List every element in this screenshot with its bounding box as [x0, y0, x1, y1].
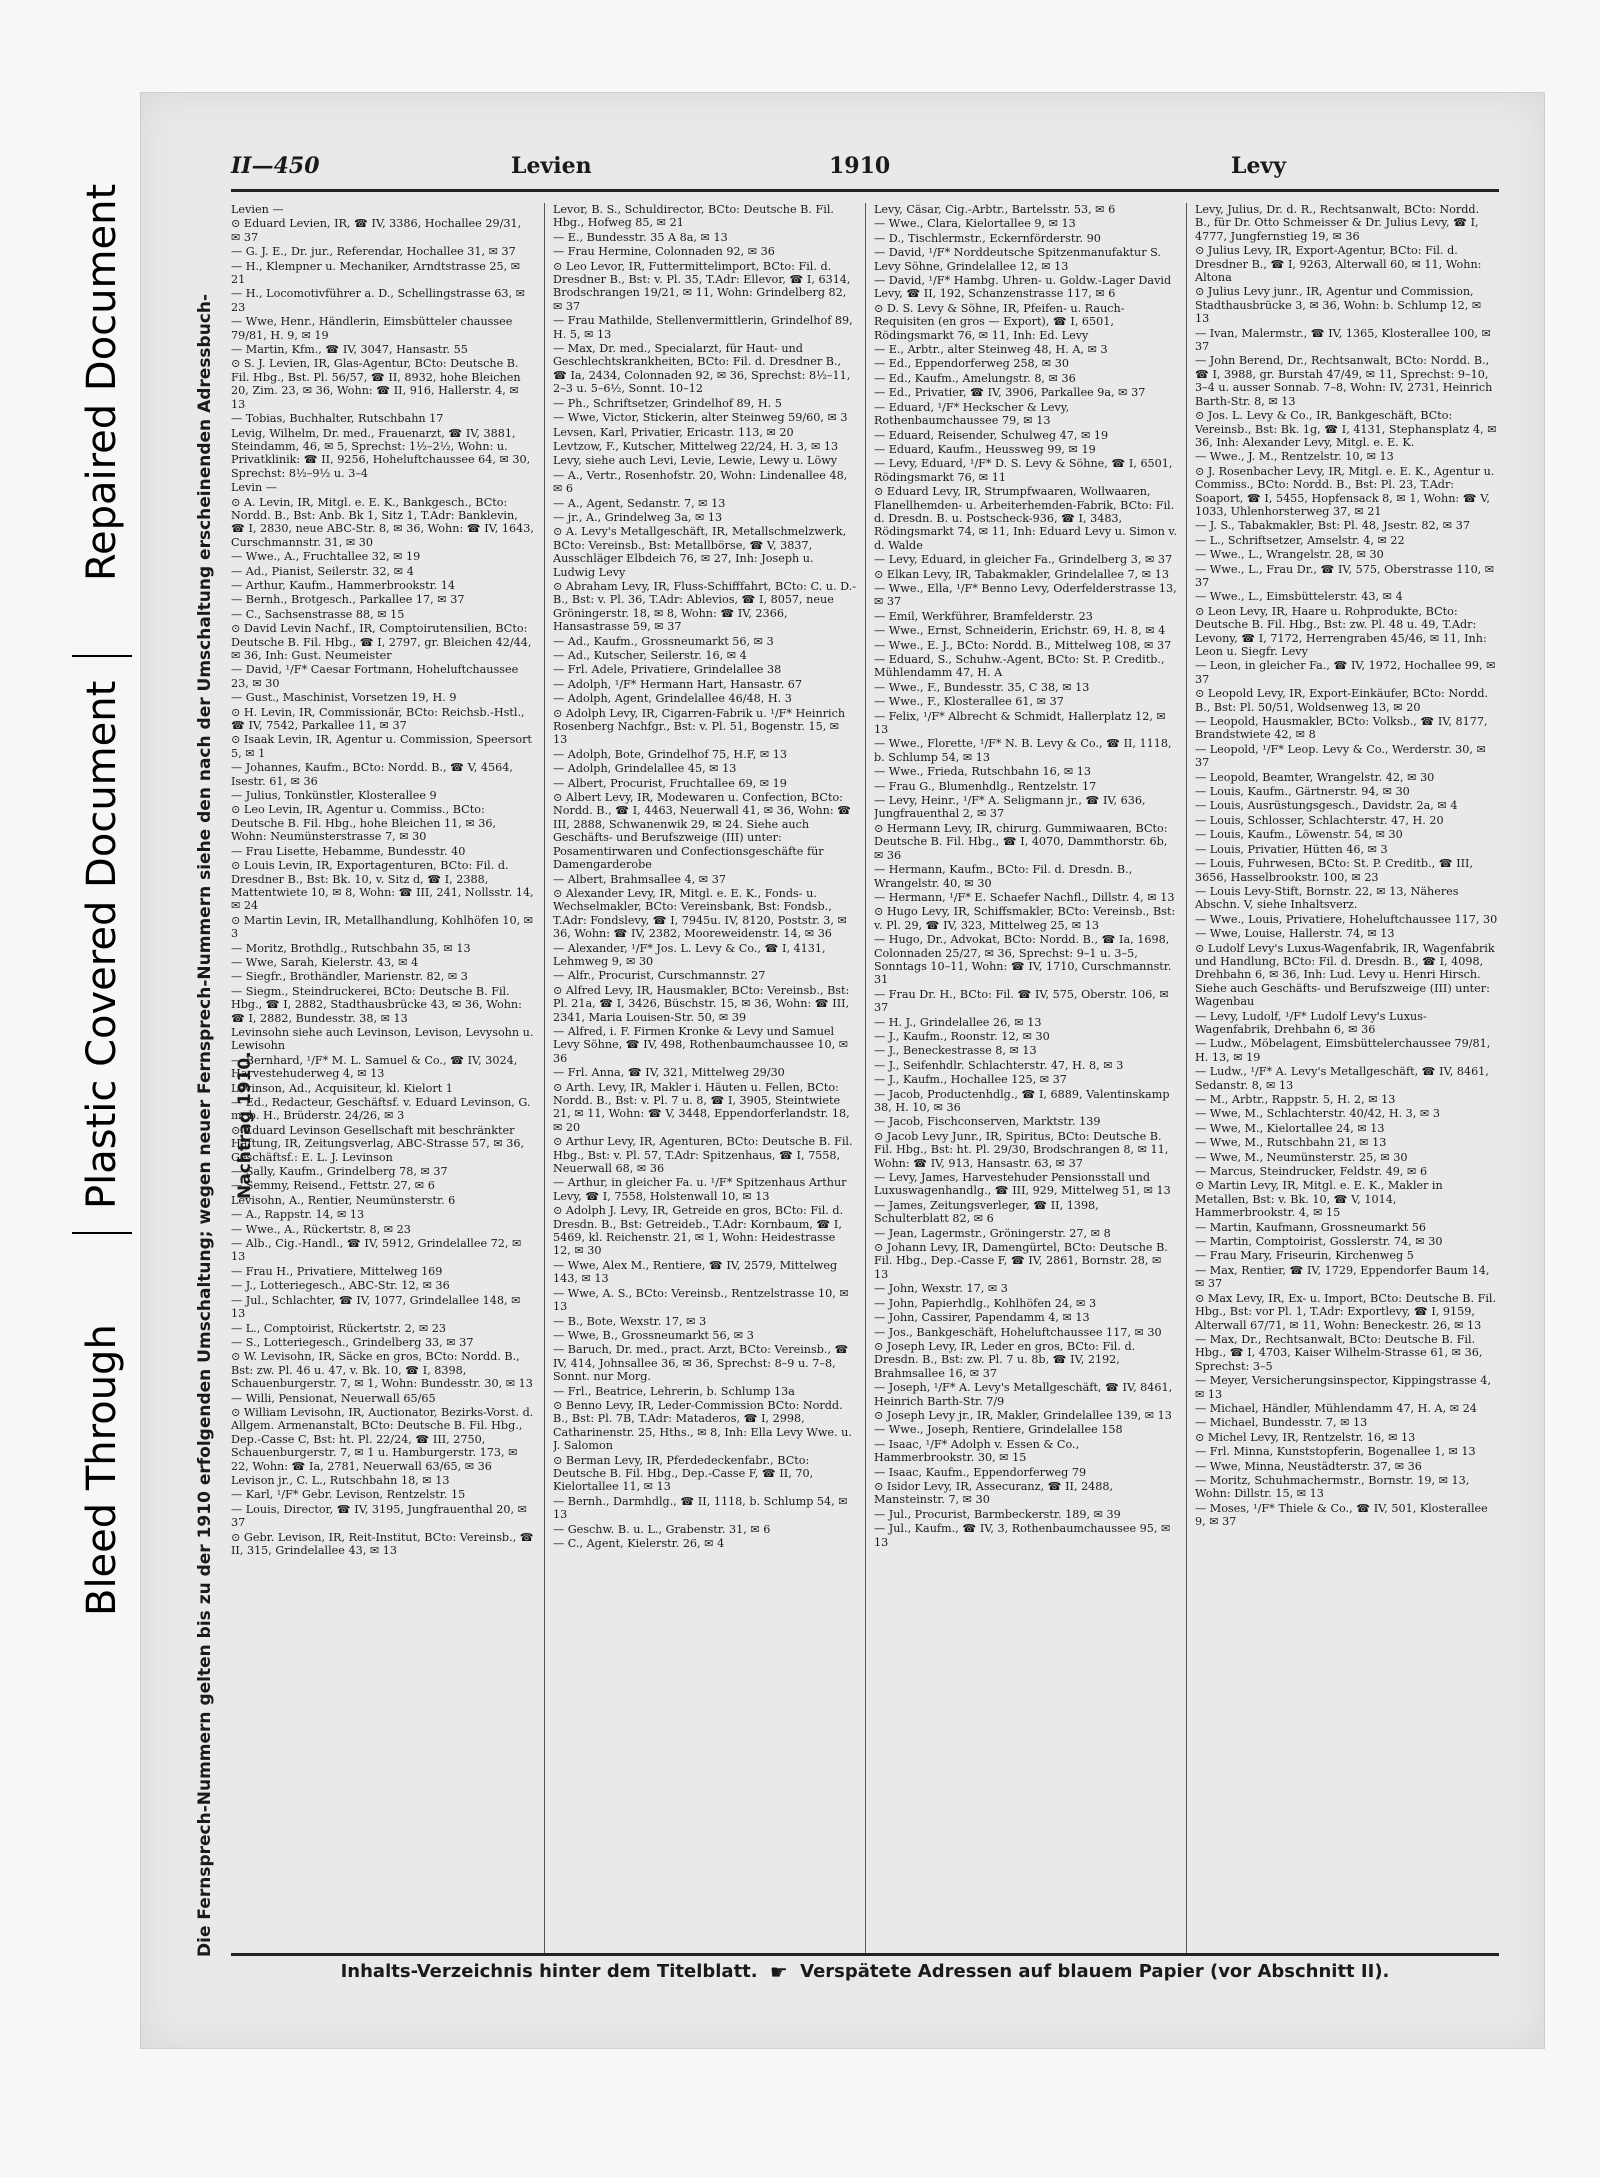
directory-entry: — Adolph, Agent, Grindelallee 46/48, H. 3 [553, 692, 792, 706]
directory-entry: — Frau Dr. H., BCto: Fil. ☎ IV, 575, Oberstr. 106, ✉ 37 [874, 987, 1169, 1015]
directory-entry: — Geschw. B. u. L., Grabenstr. 31, ✉ 6 [553, 1522, 771, 1536]
directory-entry: — Wwe., E. J., BCto: Nordd. B., Mittelweg 108, ✉ 37 [874, 638, 1172, 652]
directory-entry: — Willi, Pensionat, Neuerwall 65/65 [231, 1391, 436, 1405]
directory-entry: — Levy, Eduard, in gleicher Fa., Grindelberg 3, ✉ 37 [874, 553, 1173, 567]
directory-entry: — Louis, Privatier, Hütten 46, ✉ 3 [1195, 842, 1388, 856]
directory-entry: Levy, siehe auch Levi, Levie, Lewie, Lewy u. Löwy [553, 454, 838, 468]
directory-entry: ⊙ D. S. Levy & Söhne, IR, Pfeifen- u. Rauch-Requisiten (en gros — Export), ☎ I, 6501, Rödingsmarkt 76, ✉ 11, Inh: Ed. Levy [874, 301, 1125, 342]
directory-entry: ⊙ Leopold Levy, IR, Export-Einkäufer, BCto: Nordd. B., Bst: Pl. 50/51, Woldsenweg 13, ✉ 20 [1195, 687, 1489, 714]
directory-entry: ⊙ Hugo Levy, IR, Schiffsmakler, BCto: Vereinsb., Bst: v. Pl. 29, ☎ IV, 323, Mittelweg 25, ✉ 13 [874, 905, 1176, 932]
directory-entry: — Ed., Kaufm., Amelungstr. 8, ✉ 36 [874, 371, 1076, 385]
directory-entry: — Jul., Kaufm., ☎ IV, 3, Rothenbaumchaussee 95, ✉ 13 [874, 1522, 1171, 1549]
directory-entry: — Arthur, in gleicher Fa. u. ¹/F* Spitzenhaus Arthur Levy, ☎ I, 7558, Holstenwall 10, ✉ 13 [553, 1176, 847, 1203]
directory-entry: — Michael, Händler, Mühlendamm 47, H. A, ✉ 24 [1195, 1401, 1477, 1415]
directory-entry: — Frau Mathilde, Stellenvermittlerin, Grindelhof 89, H. 5, ✉ 13 [553, 314, 853, 341]
directory-entry: — Louis, Fuhrwesen, BCto: St. P. Creditb., ☎ III, 3656, Hasselbrookstr. 100, ✉ 23 [1195, 857, 1474, 884]
directory-entry: — Alb., Cig.-Handl., ☎ IV, 5912, Grindelallee 72, ✉ 13 [231, 1237, 522, 1264]
directory-entry: ⊙ J. Rosenbacher Levy, IR, Mitgl. e. E. K., Agentur u. Commiss., BCto: Nordd. B., Bst: Pl. 23, T.Adr: Soaport, ☎ I, 5455, Hopfensack 8, ✉ 1, Wohn: ☎ V, 1033, Uhlenhorsterweg 37, ✉ 21 [1195, 464, 1495, 518]
directory-entry: — Wwe, Victor, Stickerin, alter Steinweg 59/60, ✉ 3 [553, 411, 848, 425]
footer-rule [231, 1953, 1499, 1956]
directory-entry: Levy, Julius, Dr. d. R., Rechtsanwalt, BCto: Nordd. B., für Dr. Otto Schmeisser & Dr. Julius Levy, ☎ I, 4777, Jungfernstieg 19, ✉ 36 [1195, 203, 1480, 243]
directory-entry: ⊙ Julius Levy junr., IR, Agentur und Commission, Stadthausbrücke 3, ✉ 36, Wohn: b. Schlump 12, ✉ 13 [1195, 285, 1482, 326]
directory-entry: — Martin, Kaufmann, Grossneumarkt 56 [1195, 1220, 1427, 1234]
directory-entry: ⊙ Michel Levy, IR, Rentzelstr. 16, ✉ 13 [1195, 1430, 1416, 1444]
directory-entry: — Meyer, Versicherungsinspector, Kippingstrasse 4, ✉ 13 [1195, 1374, 1491, 1401]
directory-entry: — Levy, Heinr., ¹/F* A. Seligmann jr., ☎ IV, 636, Jungfrauenthal 2, ✉ 37 [874, 794, 1146, 821]
directory-entry: — Bernh., Darmhdlg., ☎ II, 1118, b. Schlump 54, ✉ 13 [553, 1494, 848, 1522]
sidebar-divider [72, 1232, 132, 1234]
directory-entry: ⊙ Albert Levy, IR, Modewaren u. Confection, BCto: Nordd. B., ☎ I, 4463, Neuerwall 41, ✉ 36, Wohn: ☎ III, 2888, Schwanenwik 29, ✉ 24. Siehe auch Geschäfts- und Berufszweige (III) unter: Posamentirwaren und Confectionsgeschäfte für Damengarderobe [553, 791, 852, 872]
directory-entry: — Leon, in gleicher Fa., ☎ IV, 1972, Hochallee 99, ✉ 37 [1195, 659, 1496, 686]
directory-entry: — John, Wexstr. 17, ✉ 3 [874, 1282, 1008, 1296]
directory-entry: Levig, Wilhelm, Dr. med., Frauenarzt, ☎ IV, 3881, Steindamm, 46, ✉ 5, Sprechst: 1½–2½, Wohn: u. Privatklinik: ☎ II, 9256, Hoheluftchaussee 64, ✉ 30, Sprechst: 8½–9½ u. 3–4 [231, 426, 531, 480]
directory-entry: — Jul., Schlachter, ☎ IV, 1077, Grindelallee 148, ✉ 13 [231, 1293, 521, 1321]
directory-entry: — J., Lotteriegesch., ABC-Str. 12, ✉ 36 [231, 1279, 450, 1293]
directory-entry: — Hermann, ¹/F* E. Schaefer Nachfl., Dillstr. 4, ✉ 13 [874, 890, 1175, 904]
directory-entry: ⊙ Jos. L. Levy & Co., IR, Bankgeschäft, BCto: Vereinsb., Bst: Bk. 1g, ☎ I, 4131, Stephansplatz 4, ✉ 36, Inh: Alexander Levy, Mitgl. e. E. K. [1195, 409, 1497, 449]
page-footer [231, 1960, 1499, 1986]
directory-entry: — Wwe., A., Fruchtallee 32, ✉ 19 [231, 550, 421, 564]
directory-entry: — Frl. Minna, Kunststopferin, Bogenallee 1, ✉ 13 [1195, 1445, 1476, 1459]
directory-entry: — Jacob, Fischconserven, Marktstr. 139 [874, 1115, 1101, 1129]
directory-entry: — Frl. Adele, Privatiere, Grindelallee 38 [553, 663, 782, 677]
directory-entry: — Felix, ¹/F* Albrecht & Schmidt, Hallerplatz 12, ✉ 13 [874, 709, 1166, 737]
page-header [231, 153, 1499, 187]
directory-entry: — Ludw., Möbelagent, Eimsbüttelerchaussee 79/81, H. 13, ✉ 19 [1195, 1037, 1491, 1064]
directory-entry: — Louis, Schlosser, Schlachterstr. 47, H. 20 [1195, 813, 1444, 827]
directory-entry: — Frl. Anna, ☎ IV, 321, Mittelweg 29/30 [553, 1066, 785, 1080]
directory-column [1195, 203, 1498, 1953]
directory-entry: — Louis Levy-Stift, Bornstr. 22, ✉ 13, Näheres Abschn. V, siehe Inhaltsverz. [1195, 884, 1459, 912]
directory-entry: — Ivan, Malermstr., ☎ IV, 1365, Klosterallee 100, ✉ 37 [1195, 326, 1491, 354]
directory-entry: — Bernh., Brotgesch., Parkallee 17, ✉ 37 [231, 593, 465, 607]
directory-entry: — Wwe, M., Rutschbahn 21, ✉ 13 [1195, 1136, 1387, 1150]
directory-entry: — Wwe, Alex M., Rentiere, ☎ IV, 2579, Mittelweg 143, ✉ 13 [553, 1258, 838, 1286]
directory-entry: — Wwe., Joseph, Rentiere, Grindelallee 158 [874, 1423, 1123, 1437]
directory-entry: ⊙ Martin Levin, IR, Metallhandlung, Kohlhöfen 10, ✉ 3 [231, 913, 534, 941]
directory-entry: — Wwe., L., Frau Dr., ☎ IV, 575, Oberstrasse 110, ✉ 37 [1195, 562, 1495, 589]
directory-entry: ⊙ Johann Levy, IR, Damengürtel, BCto: Deutsche B. Fil. Hbg., Dep.-Casse F, ☎ IV, 2861, Bornstr. 28, ✉ 13 [874, 1241, 1168, 1281]
directory-entry: ⊙ Berman Levy, IR, Pferdedeckenfabr., BCto: Deutsche B. Fil. Hbg., Dep.-Casse F, ☎ II, 70, Kielortallee 11, ✉ 13 [553, 1453, 814, 1494]
directory-entry: — C., Sachsenstrasse 88, ✉ 15 [231, 607, 405, 621]
directory-entry: — Louis, Ausrüstungsgesch., Davidstr. 2a, ✉ 4 [1195, 799, 1458, 813]
directory-entry: — S., Lotteriegesch., Grindelberg 33, ✉ 37 [231, 1335, 474, 1349]
directory-entry: — Albert, Procurist, Fruchtallee 69, ✉ 19 [553, 776, 787, 790]
directory-entry: — Moritz, Schuhmachermstr., Bornstr. 19, ✉ 13, Wohn: Dillstr. 15, ✉ 13 [1195, 1473, 1470, 1501]
directory-entry: ⊙ Eduard Levy, IR, Strumpfwaaren, Wollwaaren, Flanellhemden- u. Arbeiterhemden-Fabrik, BCto: Fil. d. Dresdn. B. u. Postscheck-936, ☎ I, 3483, Rödingsmarkt 74, ✉ 11, Inh: Eduard Levy u. Simon v. d. Walde [874, 485, 1177, 552]
directory-entry: — Wwe., L., Wrangelstr. 28, ✉ 30 [1195, 548, 1384, 562]
directory-entry: — Adolph, Bote, Grindelhof 75, H.F, ✉ 13 [553, 747, 787, 761]
directory-entry: — Siegm., Steindruckerei, BCto: Deutsche B. Fil. Hbg., ☎ I, 2882, Stadthausbrücke 43, ✉ 36, Wohn: ☎ I, 2882, Bundesstr. 38, ✉ 13 [231, 984, 522, 1025]
directory-entry: — Wwe., Clara, Kielortallee 9, ✉ 13 [874, 217, 1076, 231]
directory-column [553, 203, 856, 1953]
directory-entry: — Frau Lisette, Hebamme, Bundesstr. 40 [231, 844, 466, 858]
directory-entry: — Tobias, Buchhalter, Rutschbahn 17 [231, 412, 444, 426]
directory-entry: Levinsohn siehe auch Levinson, Levison, Levysohn u. Lewisohn [231, 1025, 534, 1053]
directory-entry: — Wwe., J. M., Rentzelstr. 10, ✉ 13 [1195, 450, 1394, 464]
directory-entry: — Michael, Bundesstr. 7, ✉ 13 [1195, 1416, 1368, 1430]
pointing-hand-icon: ☛ [769, 1960, 788, 1984]
directory-entry: — Louis, Director, ☎ IV, 3195, Jungfrauenthal 20, ✉ 37 [231, 1502, 527, 1530]
directory-entry: Levtzow, F., Kutscher, Mittelweg 22/24, H. 3, ✉ 13 [553, 439, 839, 453]
directory-entry: ⊙ Eduard Levien, IR, ☎ IV, 3386, Hochallee 29/31, ✉ 37 [231, 217, 522, 244]
directory-entry: — J., Seifenhdlr. Schlachterstr. 47, H. 8, ✉ 3 [874, 1058, 1124, 1072]
repaired-document-label: Repaired Document [79, 183, 125, 582]
directory-entry: — A., Agent, Sedanstr. 7, ✉ 13 [553, 496, 726, 510]
directory-entry: — H. J., Grindelallee 26, ✉ 13 [874, 1015, 1042, 1029]
directory-entry: — Leopold, Hausmakler, BCto: Volksb., ☎ IV, 8177, Brandstwiete 42, ✉ 8 [1195, 715, 1488, 742]
directory-entry: — Albert, Brahmsallee 4, ✉ 37 [553, 872, 726, 886]
directory-entry: — Emil, Werkführer, Bramfelderstr. 23 [874, 609, 1093, 623]
directory-entry: — Alfred, i. F. Firmen Kronke & Levy und Samuel Levy Söhne, ☎ IV, 498, Rothenbaumchaussee 10, ✉ 36 [553, 1024, 849, 1065]
directory-entry: — Eduard, Reisender, Schulweg 47, ✉ 19 [874, 428, 1109, 442]
directory-entry: Levinson, Ad., Acquisiteur, kl. Kielort 1 [231, 1081, 453, 1095]
directory-entry: — Karl, ¹/F* Gebr. Levison, Rentzelstr. 15 [231, 1488, 466, 1502]
directory-entry: ⊙ Ludolf Levy's Luxus-Wagenfabrik, IR, Wagenfabrik und Handlung, BCto: Fil. d. Dresdn. B., ☎ I, 4098, Drehbahn 6, ✉ 36, Inh: Lud. Levy u. Henri Hirsch. Siehe auch Geschäfts- und Berufszweige (III) unter: Wagenbau [1195, 941, 1495, 1009]
directory-entry: ⊙ A. Levy's Metallgeschäft, IR, Metallschmelzwerk, BCto: Vereinsb., Bst: Metallbörse, ☎ V, 3837, Ausschläger Elbdeich 76, ✉ 27, Inh: Joseph u. Ludwig Levy [553, 525, 847, 579]
directory-entry: — Leopold, Beamter, Wrangelstr. 42, ✉ 30 [1195, 770, 1435, 784]
directory-entry: — Bernhard, ¹/F* M. L. Samuel & Co., ☎ IV, 3024, Harvestehuderweg 4, ✉ 13 [231, 1053, 518, 1081]
directory-entry: — Jul., Procurist, Barmbeckerstr. 189, ✉ 39 [874, 1507, 1121, 1521]
directory-entry: — A., Rappstr. 14, ✉ 13 [231, 1208, 365, 1222]
directory-entry: — Joseph, ¹/F* A. Levy's Metallgeschäft, ☎ IV, 8461, Heinrich Barth-Str. 7/9 [874, 1381, 1173, 1408]
directory-entry: — L., Schriftsetzer, Amselstr. 4, ✉ 22 [1195, 533, 1405, 547]
directory-entry: ⊙ W. Levisohn, IR, Säcke en gros, BCto: Nordd. B., Bst: zw. Pl. 46 u. 47, v. Bk. 10, ☎ I, 8398, Schauenburgerstr. 7, ✉ 1, Wohn: Bundesstr. 30, ✉ 13 [231, 1350, 533, 1391]
directory-entry: — E., Arbtr., alter Steinweg 48, H. A, ✉ 3 [874, 343, 1108, 357]
directory-entry: — Ad., Pianist, Seilerstr. 32, ✉ 4 [231, 564, 414, 578]
footer-index-note: Inhalts-Verzeichnis hinter dem Titelblatt. [340, 1961, 758, 1982]
directory-entry: — Wwe, B., Grossneumarkt 56, ✉ 3 [553, 1328, 754, 1342]
directory-entry: — Frau Mary, Friseurin, Kirchenweg 5 [1195, 1249, 1414, 1263]
directory-entry: — Martin, Kfm., ☎ IV, 3047, Hansastr. 55 [231, 343, 468, 357]
directory-entry: ⊙ S. J. Levien, IR, Glas-Agentur, BCto: Deutsche B. Fil. Hbg., Bst. Pl. 56/57, ☎ II, 8932, hohe Bleichen 20, Zim. 23, ✉ 36, Wohn: ☎ II, 916, Hallerstr. 4, ✉ 13 [231, 357, 521, 411]
directory-entry: — M., Arbtr., Rappstr. 5, H. 2, ✉ 13 [1195, 1093, 1396, 1106]
directory-entry: — Johannes, Kaufm., BCto: Nordd. B., ☎ V, 4564, Isestr. 61, ✉ 36 [231, 761, 513, 788]
directory-entry: ⊙ Benno Levy, IR, Leder-Commission BCto: Nordd. B., Bst: Pl. 7B, T.Adr: Mataderos, ☎ I, 2998, Catharinenstr. 25, Hths., ✉ 8, Inh: Ella Levy Wwe. u. J. Salomon [553, 1398, 852, 1453]
directory-entry: — Ad., Kaufm., Grossneumarkt 56, ✉ 3 [553, 634, 774, 648]
directory-entry: — Arthur, Kaufm., Hammerbrookstr. 14 [231, 578, 456, 592]
directory-entry: ⊙ Eduard Levinson Gesellschaft mit beschränkter Haftung, IR, Zeitungsverlag, ABC-Strasse 57, ✉ 36, Geschäftsf.: E. L. J. Levinson [231, 1123, 525, 1164]
directory-entry: ⊙ Jacob Levy Junr., IR, Spiritus, BCto: Deutsche B. Fil. Hbg., Bst: ht. Pl. 29/30, Brodschrangen 8, ✉ 11, Wohn: ☎ IV, 913, Hansastr. 63, ✉ 37 [874, 1129, 1169, 1170]
directory-entry: ⊙ A. Levin, IR, Mitgl. e. E. K., Bankgesch., BCto: Nordd. B., Bst: Anb. Bk 1, Sitz 1, T.Adr: Banklevin, ☎ I, 2830, neue ABC-Str. 8, ✉ 36, Wohn: ☎ IV, 1643, Curschmannstr. 31, ✉ 30 [231, 495, 534, 549]
directory-entry: — Julius, Tonkünstler, Klosterallee 9 [231, 789, 437, 803]
directory-entry: ⊙ Alfred Levy, IR, Hausmakler, BCto: Vereinsb., Bst: Pl. 21a, ☎ I, 3426, Büschstr. 15, ✉ 36, Wohn: ☎ III, 2341, Maria Louisen-Str. 50, ✉ 39 [553, 983, 850, 1024]
directory-entry: — Frl., Beatrice, Lehrerin, b. Schlump 13a [553, 1384, 795, 1398]
directory-entry: ⊙ Alexander Levy, IR, Mitgl. e. E. K., Fonds- u. Wechselmakler, BCto: Vereinsbank, Bst: Fondsb., T.Adr: Fondslevy, ☎ I, 7945u. IV, 8120, Poststr. 3, ✉ 36, Wohn: ☎ IV, 2382, Mooreweidenstr. 14, ✉ 36 [553, 886, 847, 941]
directory-entry: ⊙ Leon Levy, IR, Haare u. Rohprodukte, BCto: Deutsche B. Fil. Hbg., Bst: zw. Pl. 48 u. 49, T.Adr: Levony, ☎ I, 7172, Herrengraben 45/46, ✉ 11, Inh: Leon u. Siegfr. Levy [1195, 604, 1487, 658]
directory-entry: — David, ¹/F* Norddeutsche Spitzenmanufaktur S. Levy Söhne, Grindelallee 12, ✉ 13 [874, 246, 1161, 273]
directory-entry: — Ad., Kutscher, Seilerstr. 16, ✉ 4 [553, 649, 747, 662]
directory-entry: ⊙ Max Levy, IR, Ex- u. Import, BCto: Deutsche B. Fil. Hbg., Bst: vor Pl. 1, T.Adr: Exportlevy, ☎ I, 9159, Alterwall 67/71, ✉ 11, Wohn: Beneckestr. 26, ✉ 13 [1195, 1291, 1497, 1332]
bleed-through-label: Bleed Through [79, 1324, 125, 1616]
directory-entry: — Wwe, M., Neumünsterstr. 25, ✉ 30 [1195, 1150, 1408, 1164]
directory-entry: — Gust., Maschinist, Vorsetzen 19, H. 9 [231, 691, 457, 705]
directory-entry: — Wwe, Louise, Hallerstr. 74, ✉ 13 [1195, 927, 1395, 941]
plastic-covered-label: Plastic Covered Document [79, 680, 125, 1210]
directory-entry: — Martin, Comptoirist, Gosslerstr. 74, ✉ 30 [1195, 1235, 1443, 1249]
directory-entry: ⊙ Leo Levor, IR, Futtermittelimport, BCto: Fil. d. Dresdner B., Bst: v. Pl. 35, T.Adr: Ellevor, ☎ I, 6314, Brodschrangen 19/21, ✉ 11, Wohn: Grindelberg 82, ✉ 37 [553, 259, 851, 313]
directory-entry: ⊙ Abraham Levy, IR, Fluss-Schifffahrt, BCto: C. u. D.-B., Bst: v. Pl. 36, T.Adr: Ablevios, ☎ I, 8057, neue Gröningerstr. 18, ✉ 8, Wohn: ☎ IV, 2366, Hansastrasse 59, ✉ 37 [553, 579, 856, 634]
directory-entry: — Wwe., L., Eimsbüttelerstr. 43, ✉ 4 [1195, 590, 1403, 604]
directory-entry: — Eduard, S., Schuhw.-Agent, BCto: St. P. Creditb., Mühlendamm 47, H. A [874, 653, 1165, 680]
footer-late-addresses-note: Verspätete Adressen auf blauem Papier (vor Abschnitt II). [800, 1961, 1390, 1982]
directory-entry: — Moses, ¹/F* Thiele & Co., ☎ IV, 501, Klosterallee 9, ✉ 37 [1195, 1501, 1488, 1529]
directory-entry: — Alfr., Procurist, Curschmannstr. 27 [553, 969, 766, 983]
directory-entry: — Levy, Eduard, ¹/F* D. S. Levy & Söhne, ☎ I, 6501, Rödingsmarkt 76, ✉ 11 [874, 457, 1173, 484]
directory-entry: — Frau Hermine, Colonnaden 92, ✉ 36 [553, 245, 775, 259]
directory-entry: — Wwe, M., Schlachterstr. 40/42, H. 3, ✉ 3 [1195, 1107, 1440, 1121]
directory-entry: — J. S., Tabakmakler, Bst: Pl. 48, Jsestr. 82, ✉ 37 [1195, 519, 1470, 533]
directory-entry: — Wwe., F., Bundesstr. 35, C 38, ✉ 13 [874, 680, 1090, 694]
directory-entry: — Leopold, ¹/F* Leop. Levy & Co., Werderstr. 30, ✉ 37 [1195, 742, 1486, 770]
directory-entry: — Wwe, M., Kielortallee 24, ✉ 13 [1195, 1121, 1385, 1135]
directory-entry: — C., Agent, Kielerstr. 26, ✉ 4 [553, 1537, 725, 1550]
directory-entry: — Ed., Redacteur, Geschäftsf. v. Eduard Levinson, G. m. b. H., Brüderstr. 24/26, ✉ 3 [231, 1096, 531, 1123]
directory-entry: — Louis, Kaufm., Löwenstr. 54, ✉ 30 [1195, 828, 1403, 842]
directory-entry: — D., Tischlermstr., Eckernförderstr. 90 [874, 231, 1101, 245]
directory-entry: ⊙ Joseph Levy, IR, Leder en gros, BCto: Fil. d. Dresdn. B., Bst: zw. Pl. 7 u. 8b, ☎ IV, 2192, Brahmsallee 16, ✉ 37 [874, 1339, 1136, 1380]
directory-entry: — John Berend, Dr., Rechtsanwalt, BCto: Nordd. B., ☎ I, 3988, gr. Burstah 47/49, ✉ 11, Sprechst: 9–10, 3–4 u. ausser Sonnab. 7–8, Wohn: IV, 2731, Heinrich Barth-Str. 8, ✉ 13 [1195, 354, 1493, 408]
directory-entry: ⊙ Isaak Levin, IR, Agentur u. Commission, Speersort 5, ✉ 1 [231, 733, 532, 760]
directory-entry: Levien — [231, 203, 284, 216]
directory-entry: — Wwe., Frieda, Rutschbahn 16, ✉ 13 [874, 765, 1092, 779]
header-rule [231, 189, 1499, 192]
directory-entry: — John, Cassirer, Papendamm 4, ✉ 13 [874, 1311, 1090, 1325]
directory-entry: ⊙ Gebr. Levison, IR, Reit-Institut, BCto: Vereinsb., ☎ II, 315, Grindelallee 43, ✉ 13 [231, 1530, 534, 1557]
directory-entry: — Wwe., Ella, ¹/F* Benno Levy, Oderfelderstrasse 13, ✉ 37 [874, 581, 1177, 609]
column-divider [544, 203, 545, 1953]
directory-entry: ⊙ Martin Levy, IR, Mitgl. e. E. K., Makler in Metallen, Bst: v. Bk. 10, ☎ V, 1014, Hammerbrookstr. 4, ✉ 15 [1195, 1179, 1443, 1220]
directory-entry: Levsen, Karl, Privatier, Ericastr. 113, ✉ 20 [553, 425, 794, 439]
directory-entry: — Sally, Kaufm., Grindelberg 78, ✉ 37 [231, 1165, 448, 1179]
page-number: II—450 [231, 153, 320, 179]
directory-entry: — Ludw., ¹/F* A. Levy's Metallgeschäft, ☎ IV, 8461, Sedanstr. 8, ✉ 13 [1195, 1065, 1489, 1092]
scanned-page [140, 92, 1545, 2049]
directory-entry: — Levy, James, Harvestehuder Pensionsstall und Luxuswagenhandlg., ☎ III, 929, Mittelweg 51, ✉ 13 [874, 1171, 1171, 1198]
directory-entry: ⊙ Arth. Levy, IR, Makler i. Häuten u. Fellen, BCto: Nordd. B., Bst: v. Pl. 7 u. 8, ☎ I, 3905, Steintwiete 21, ✉ 11, Wohn: ☎ V, 3448, Eppendorferlandstr. 18, ✉ 20 [553, 1080, 850, 1134]
directory-entry: — Isaac, Kaufm., Eppendorferweg 79 [874, 1465, 1087, 1479]
directory-entry: ⊙ Adolph J. Levy, IR, Getreide en gros, BCto: Fil. d. Dresdn. B., Bst: Getreideb., T.Adr: Kornbaum, ☎ I, 5469, kl. Reichenstr. 21, ✉ 1, Wohn: Heidestrasse 12, ✉ 30 [553, 1204, 844, 1258]
directory-entry: — Max, Dr. med., Specialarzt, für Haut- und Geschlechtskrankheiten, BCto: Fil. d. Dresdner B., ☎ Ia, 2434, Colonnaden 92, ✉ 36, Sprechst: 8½–11, 2–3 u. 5–6½, Sonnt. 10–12 [553, 342, 851, 396]
directory-entry: — John, Papierhdlg., Kohlhöfen 24, ✉ 3 [874, 1296, 1097, 1310]
directory-entry: ⊙ Joseph Levy jr., IR, Makler, Grindelallee 139, ✉ 13 [874, 1408, 1172, 1422]
directory-entry: — Levy, Ludolf, ¹/F* Ludolf Levy's Luxus-Wagenfabrik, Drehbahn 6, ✉ 36 [1195, 1009, 1427, 1036]
header-left-name: Levien [511, 153, 592, 179]
directory-entry: — Frau G., Blumenhdlg., Rentzelstr. 17 [874, 779, 1097, 793]
directory-entry: — H., Locomotivführer a. D., Schellingstrasse 63, ✉ 23 [231, 287, 526, 314]
directory-entry: — jr., A., Grindelweg 3a, ✉ 13 [553, 510, 723, 524]
directory-entry: ⊙ Louis Levin, IR, Exportagenturen, BCto: Fil. d. Dresdner B., Bst: Bk. 10, v. Sitz d, ☎ I, 2388, Mattentwiete 10, ✉ 8, Wohn: ☎ III, 241, Nollsstr. 14, ✉ 24 [231, 859, 534, 913]
directory-entry: — Alexander, ¹/F* Jos. L. Levy & Co., ☎ I, 4131, Lehmweg 9, ✉ 30 [553, 941, 826, 968]
directory-entry: Levor, B. S., Schuldirector, BCto: Deutsche B. Fil. Hbg., Hofweg 85, ✉ 21 [553, 203, 834, 230]
directory-entry: — Jacob, Productenhdlg., ☎ I, 6889, Valentinskamp 38, H. 10, ✉ 36 [874, 1087, 1170, 1114]
directory-entry: — Wwe, Henr., Händlerin, Eimsbütteler chaussee 79/81, H. 9, ✉ 19 [231, 315, 513, 342]
directory-entry: — Wwe., A., Rückertstr. 8, ✉ 23 [231, 1222, 411, 1236]
directory-entry: Levin — [231, 481, 277, 495]
directory-entry: — Hermann, Kaufm., BCto: Fil. d. Dresdn. B., Wrangelstr. 40, ✉ 30 [874, 863, 1133, 890]
directory-entry: — Wwe, Sarah, Kielerstr. 43, ✉ 4 [231, 955, 419, 969]
directory-entry: — Eduard, ¹/F* Heckscher & Levy, Rothenbaumchaussee 79, ✉ 13 [874, 400, 1070, 428]
directory-entry: — Hugo, Dr., Advokat, BCto: Nordd. B., ☎ Ia, 1698, Colonnaden 25/27, ✉ 36, Sprechst: 9–1 u. 3–5, Sonntags 10–11, Wohn: ☎ IV, 1710, Curschmannstr. 31 [874, 933, 1172, 987]
directory-entry: — Isaac, ¹/F* Adolph v. Essen & Co., Hammerbrookstr. 30, ✉ 15 [874, 1437, 1080, 1465]
directory-entry: ⊙ Adolph Levy, IR, Cigarren-Fabrik u. ¹/F* Heinrich Rosenberg Nachfgr., Bst: v. Pl. 51, Bogenstr. 15, ✉ 13 [553, 706, 846, 747]
column-divider [1186, 203, 1187, 1953]
directory-entry: — J., Kaufm., Hochallee 125, ✉ 37 [874, 1073, 1067, 1087]
directory-entry: — E., Bundesstr. 35 A 8a, ✉ 13 [553, 230, 728, 244]
directory-entry: — Baruch, Dr. med., pract. Arzt, BCto: Vereinsb., ☎ IV, 414, Johnsallee 36, ✉ 36, Sprechst: 8–9 u. 7–8, Sonnt. nur Morg. [553, 1343, 849, 1384]
directory-entry: — Wwe., Florette, ¹/F* N. B. Levy & Co., ☎ II, 1118, b. Schlump 54, ✉ 13 [874, 737, 1172, 764]
directory-entry: — Frau H., Privatiere, Mittelweg 169 [231, 1264, 443, 1278]
directory-entry: — David, ¹/F* Caesar Fortmann, Hoheluftchaussee 23, ✉ 30 [231, 663, 519, 690]
directory-entry: — Marcus, Steindrucker, Feldstr. 49, ✉ 6 [1195, 1165, 1428, 1179]
directory-entry: ⊙ Julius Levy, IR, Export-Agentur, BCto: Fil. d. Dresdner B., ☎ I, 9263, Alterwall 60, ✉ 11, Wohn: Altona [1195, 244, 1482, 285]
directory-entry: Levison jr., C. L., Rutschbahn 18, ✉ 13 [231, 1473, 450, 1487]
directory-entry: — Wwe., Louis, Privatiere, Hoheluftchaussee 117, 30 [1195, 912, 1498, 926]
directory-entry: Levy, Cäsar, Cig.-Arbtr., Bartelsstr. 53, ✉ 6 [874, 203, 1116, 216]
directory-entry: — J., Beneckestrasse 8, ✉ 13 [874, 1044, 1037, 1058]
column-divider [865, 203, 866, 1953]
sidebar-divider [72, 655, 132, 657]
directory-entry: — Semmy, Reisend., Fettstr. 27, ✉ 6 [231, 1179, 435, 1193]
directory-entry: Levisohn, A., Rentier, Neumünsterstr. 6 [231, 1193, 456, 1207]
directory-entry: — J., Kaufm., Roonstr. 12, ✉ 30 [874, 1029, 1050, 1043]
directory-entry: — Ed., Privatier, ☎ IV, 3906, Parkallee 9a, ✉ 37 [874, 386, 1146, 400]
directory-entry: — James, Zeitungsverleger, ☎ II, 1398, Schulterblatt 82, ✉ 6 [874, 1198, 1099, 1226]
directory-entry: — Ed., Eppendorferweg 258, ✉ 30 [874, 357, 1069, 371]
directory-entry: — Louis, Kaufm., Gärtnerstr. 94, ✉ 30 [1195, 785, 1410, 799]
header-right-name: Levy [1231, 153, 1287, 179]
directory-entry: — Jean, Lagermstr., Gröningerstr. 27, ✉ 8 [874, 1226, 1111, 1240]
directory-column [231, 203, 534, 1953]
directory-entry: ⊙ Hermann Levy, IR, chirurg. Gummiwaaren, BCto: Deutsche B. Fil. Hbg., ☎ I, 4070, Dammthorstr. 6b, ✉ 36 [874, 821, 1168, 862]
directory-entry: — B., Bote, Wexstr. 17, ✉ 3 [553, 1314, 707, 1328]
directory-entry: — Moritz, Brothdlg., Rutschbahn 35, ✉ 13 [231, 941, 471, 955]
directory-entry: — Adolph, ¹/F* Hermann Hart, Hansastr. 67 [553, 677, 803, 691]
directory-entry: ⊙ Elkan Levy, IR, Tabakmakler, Grindelallee 7, ✉ 13 [874, 567, 1169, 581]
directory-entry: ⊙ Leo Levin, IR, Agentur u. Commiss., BCto: Deutsche B. Fil. Hbg., hohe Bleichen 11, ✉ 36, Wohn: Neumünsterstrasse 7, ✉ 30 [231, 803, 497, 844]
directory-column [874, 203, 1177, 1953]
directory-columns [231, 203, 1499, 1953]
directory-entry: — Wwe, A. S., BCto: Vereinsb., Rentzelstrasse 10, ✉ 13 [553, 1286, 849, 1314]
directory-entry: — Wwe., F., Klosterallee 61, ✉ 37 [874, 695, 1064, 709]
directory-entry: ⊙ William Levisohn, IR, Auctionator, Bezirks-Vorst. d. Allgem. Armenanstalt, BCto: Deutsche B. Fil. Hbg., Dep.-Casse C, Bst: ht. Pl. 22/24, ☎ III, 2750, Schauenburgerstr. 7, ✉ 1 u. Hamburgerstr. 173, ✉ 22, Wohn: ☎ Ia, 2781, Neuerwall 63/65, ✉ 36 [231, 1405, 534, 1473]
directory-entry: — Wwe, Minna, Neustädterstr. 37, ✉ 36 [1195, 1459, 1422, 1473]
telephone-notice: Die Fernsprech-Nummern gelten bis zu der 1910 erfolgenden Umschaltung; wegen neuer Fernsprech-Nummern siehe den nach der Umschaltung erscheinenden Adressbuch-Nachtrag 1910. [195, 293, 255, 1957]
directory-entry: — L., Comptoirist, Rückertstr. 2, ✉ 23 [231, 1321, 446, 1335]
directory-entry: — Max, Dr., Rechtsanwalt, BCto: Deutsche B. Fil. Hbg., ☎ I, 4703, Kaiser Wilhelm-Strasse 61, ✉ 36, Sprechst: 3–5 [1195, 1332, 1483, 1373]
directory-entry: — A., Vertr., Rosenhofstr. 20, Wohn: Lindenallee 48, ✉ 6 [553, 468, 848, 496]
directory-entry: — G. J. E., Dr. jur., Referendar, Hochallee 31, ✉ 37 [231, 245, 516, 259]
directory-entry: ⊙ Arthur Levy, IR, Agenturen, BCto: Deutsche B. Fil. Hbg., Bst: v. Pl. 57, T.Adr: Spitzenhaus, ☎ I, 7558, Neuerwall 68, ✉ 36 [553, 1135, 853, 1176]
directory-entry: ⊙ Isidor Levy, IR, Assecuranz, ☎ II, 2488, Mansteinstr. 7, ✉ 30 [874, 1479, 1114, 1507]
header-year: 1910 [829, 153, 891, 179]
directory-entry: — Eduard, Kaufm., Heussweg 99, ✉ 19 [874, 442, 1096, 456]
directory-entry: — Ph., Schriftsetzer, Grindelhof 89, H. 5 [553, 396, 782, 410]
directory-entry: ⊙ David Levin Nachf., IR, Comptoirutensilien, BCto: Deutsche B. Fil. Hbg., ☎ I, 2797, gr. Bleichen 42/44, ✉ 36, Inh: Gust. Neumeister [231, 622, 532, 662]
directory-entry: — Jos., Bankgeschäft, Hoheluftchaussee 117, ✉ 30 [874, 1325, 1162, 1339]
directory-entry: — Max, Rentier, ☎ IV, 1729, Eppendorfer Baum 14, ✉ 37 [1195, 1263, 1490, 1291]
directory-entry: — Siegfr., Brothändler, Marienstr. 82, ✉ 3 [231, 970, 468, 984]
directory-entry: — Wwe., Ernst, Schneiderin, Erichstr. 69, H. 8, ✉ 4 [874, 624, 1166, 638]
directory-entry: — Adolph, Grindelallee 45, ✉ 13 [553, 762, 737, 776]
directory-entry: ⊙ H. Levin, IR, Commissionär, BCto: Reichsb.-Hstl., ☎ IV, 7542, Parkallee 11, ✉ 37 [231, 705, 525, 733]
directory-entry: — H., Klempner u. Mechaniker, Arndtstrasse 25, ✉ 21 [231, 259, 521, 287]
directory-entry: — David, ¹/F* Hambg. Uhren- u. Goldw.-Lager David Levy, ☎ II, 192, Schanzenstrasse 117, ✉ 6 [874, 274, 1172, 301]
